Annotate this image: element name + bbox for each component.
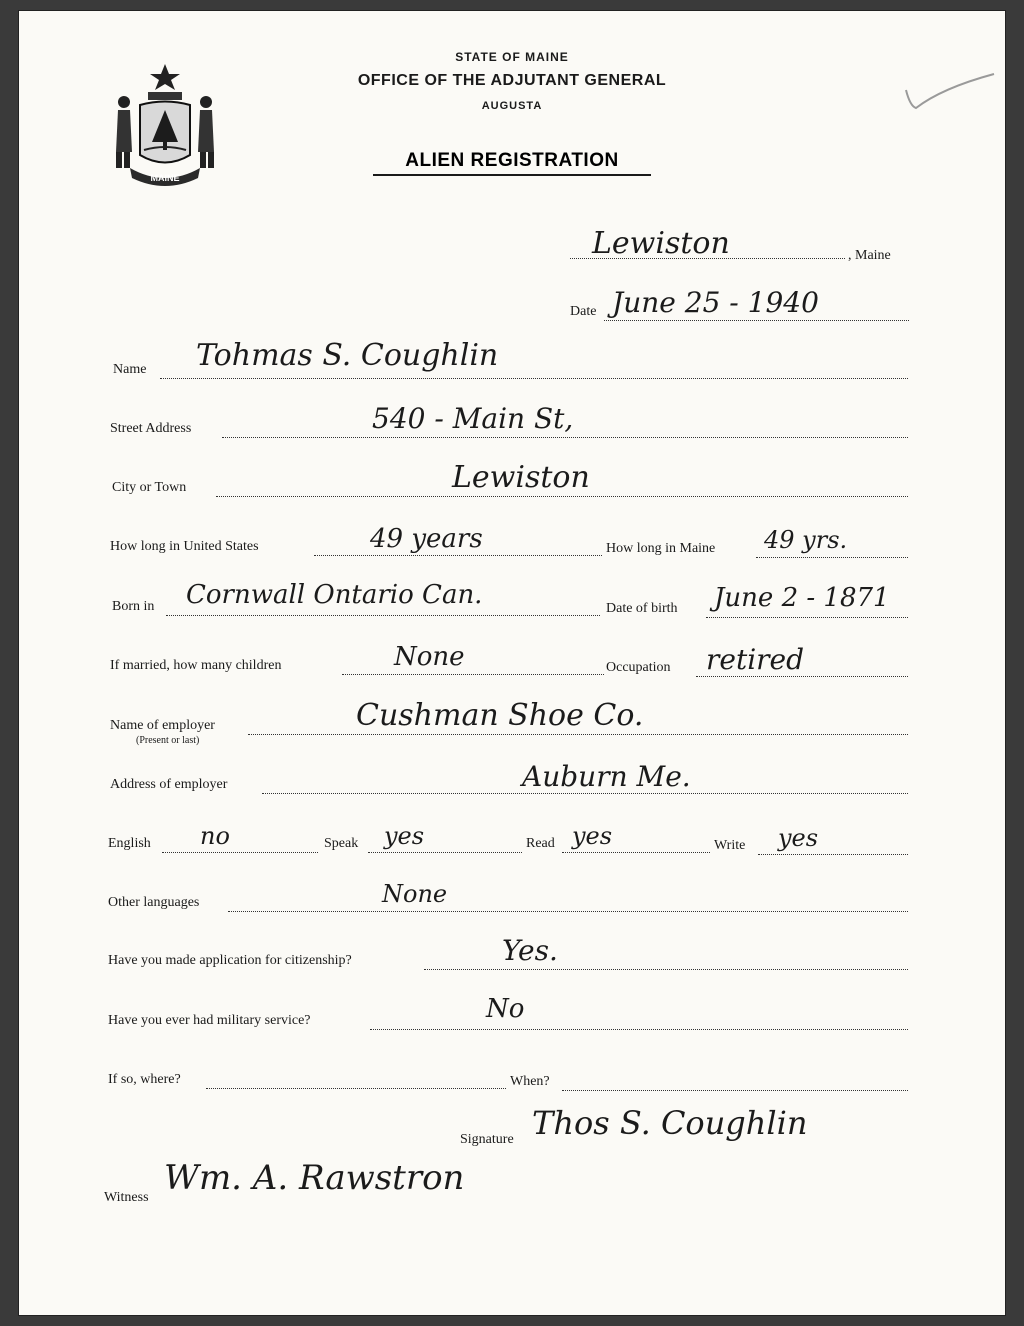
write-label: Write bbox=[714, 838, 746, 853]
where-label: If so, where? bbox=[108, 1072, 181, 1087]
when-line bbox=[562, 1090, 908, 1091]
other-languages-value[interactable]: None bbox=[382, 880, 448, 908]
seal-banner-text: MAINE bbox=[150, 173, 180, 183]
occupation-line bbox=[696, 676, 908, 677]
employer-sublabel: (Present or last) bbox=[136, 735, 200, 746]
children-value[interactable]: None bbox=[394, 642, 465, 672]
header-office: OFFICE OF THE ADJUTANT GENERAL bbox=[357, 72, 667, 89]
form-title: ALIEN REGISTRATION bbox=[373, 150, 651, 176]
read-line bbox=[562, 852, 710, 853]
where-line bbox=[206, 1088, 506, 1089]
occupation-value[interactable]: retired bbox=[706, 643, 805, 676]
us-long-line bbox=[314, 555, 602, 556]
header-city: AUGUSTA bbox=[481, 100, 543, 112]
military-value[interactable]: No bbox=[486, 994, 525, 1024]
other-languages-label: Other languages bbox=[108, 895, 200, 910]
city-label: City or Town bbox=[112, 480, 187, 495]
street-value[interactable]: 540 - Main St, bbox=[372, 402, 574, 435]
employer-address-label: Address of employer bbox=[110, 777, 228, 792]
english-line bbox=[162, 852, 318, 853]
street-line bbox=[222, 437, 908, 438]
speak-line bbox=[368, 852, 522, 853]
speak-value[interactable]: yes bbox=[384, 822, 425, 850]
read-label: Read bbox=[526, 836, 555, 851]
witness-label: Witness bbox=[104, 1190, 149, 1205]
city-value[interactable]: Lewiston bbox=[452, 460, 590, 495]
check-mark-icon bbox=[902, 70, 997, 115]
employer-label: Name of employer bbox=[110, 718, 215, 733]
us-long-value[interactable]: 49 years bbox=[370, 524, 483, 554]
date-label: Date bbox=[570, 304, 597, 319]
english-label: English bbox=[108, 836, 151, 851]
name-line bbox=[160, 378, 908, 379]
us-long-label: How long in United States bbox=[110, 539, 259, 554]
signature-value[interactable]: Thos S. Coughlin bbox=[532, 1104, 808, 1142]
military-line bbox=[370, 1029, 908, 1030]
speak-label: Speak bbox=[324, 836, 359, 851]
born-in-line bbox=[166, 615, 600, 616]
married-line bbox=[342, 674, 604, 675]
town-value[interactable]: Lewiston bbox=[592, 226, 730, 261]
employer-address-value[interactable]: Auburn Me. bbox=[522, 760, 691, 793]
signature-label: Signature bbox=[460, 1132, 514, 1147]
name-value[interactable]: Tohmas S. Coughlin bbox=[196, 338, 499, 373]
city-line bbox=[216, 496, 908, 497]
employer-value[interactable]: Cushman Shoe Co. bbox=[356, 698, 644, 733]
born-in-value[interactable]: Cornwall Ontario Can. bbox=[186, 580, 483, 610]
header-state: STATE OF MAINE bbox=[455, 50, 569, 64]
other-languages-line bbox=[228, 911, 908, 912]
employer-line bbox=[248, 734, 908, 735]
maine-label: , Maine bbox=[848, 248, 891, 263]
employer-address-line bbox=[262, 793, 908, 794]
occupation-label: Occupation bbox=[606, 660, 671, 675]
when-label: When? bbox=[510, 1074, 550, 1089]
write-value[interactable]: yes bbox=[778, 824, 819, 852]
citizenship-label: Have you made application for citizenship? bbox=[108, 953, 352, 968]
witness-value[interactable]: Wm. A. Rawstron bbox=[164, 1158, 465, 1198]
born-in-label: Born in bbox=[112, 599, 155, 614]
military-label: Have you ever had military service? bbox=[108, 1013, 311, 1028]
date-line bbox=[604, 320, 909, 321]
dob-line bbox=[706, 617, 908, 618]
married-label: If married, how many children bbox=[110, 658, 282, 673]
dob-label: Date of birth bbox=[606, 601, 678, 616]
english-value[interactable]: no bbox=[200, 822, 230, 850]
read-value[interactable]: yes bbox=[572, 822, 613, 850]
dob-value[interactable]: June 2 - 1871 bbox=[714, 583, 890, 613]
maine-long-line bbox=[756, 557, 908, 558]
name-label: Name bbox=[113, 362, 147, 377]
street-label: Street Address bbox=[110, 421, 192, 436]
citizenship-value[interactable]: Yes. bbox=[502, 934, 558, 967]
date-value[interactable]: June 25 - 1940 bbox=[612, 286, 819, 319]
citizenship-line bbox=[424, 969, 908, 970]
write-line bbox=[758, 854, 908, 855]
maine-long-label: How long in Maine bbox=[606, 541, 716, 556]
maine-long-value[interactable]: 49 yrs. bbox=[764, 526, 848, 554]
